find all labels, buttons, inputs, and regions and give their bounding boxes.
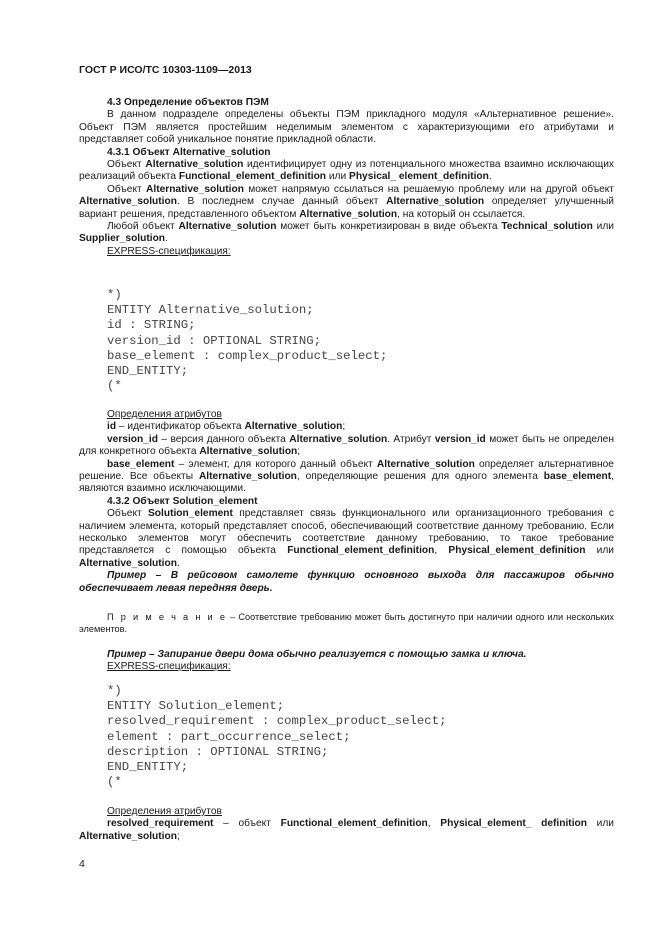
document-header: ГОСТ Р ИСО/ТС 10303-1109—2013: [79, 64, 252, 76]
note-text: – Соответствие требованию может быть достигнуто при наличии одного или нескольких элементов.: [79, 612, 614, 634]
attributes-label: Определения атрибутов: [107, 409, 222, 420]
paragraph: Любой объект Alternative_solution может быть конкретизирован в виде объекта Technical_solution или Supplier_solution.: [79, 221, 614, 245]
attribute-definition: resolved_requirement – объект Functional_element_definition, Physical_element_ definition или Alternative_solution;: [79, 818, 614, 842]
paragraph: Объект Alternative_solution идентифицирует одну из потенциального множества взаимно исключающих реализаций объекта Functional_element_definition или Physical_ element_definition.: [79, 159, 614, 183]
paragraph: Объект Solution_element представляет связь функционального или организационного требования с наличием элемента, который представляет способ, обеспечивающий соответствие данному требованию. Если несколько элементов могут обеспечить соответствие данному требованию, то такое требование представляется с помощью объекта Functional_element_definition, Physical_element_definition или Alternative_solution.: [79, 508, 614, 569]
attributes-1: [79, 409, 614, 595]
express-code: *) ENTITY Solution_element; resolved_requirement : complex_product_select; element : part_occurrence_select; description : OPTIONAL STRING; END_ENTITY; (*: [107, 684, 447, 790]
paragraph: В данном подразделе определены объекты ПЭМ прикладного модуля «Альтернативное решение». Объект ПЭМ является простейшим неделимым элементом с характеризующими его атрибутами и представляет собой уникальное понятие прикладной области.: [79, 109, 614, 146]
attribute-definition: version_id – версия данного объекта Alternative_solution. Атрибут version_id может быть не определен для конкретного объекта Alternative_solution;: [79, 433, 614, 458]
section-title: 4.3 Определение объектов ПЭМ: [107, 97, 269, 108]
note-label: П р и м е ч а н и е: [107, 612, 227, 622]
express-label: EXPRESS-спецификация:: [107, 661, 231, 673]
attributes-2: [79, 806, 614, 843]
express-label: EXPRESS-спецификация:: [107, 245, 231, 257]
example-text: Пример – Запирание двери дома обычно реализуется с помощью замка и ключа.: [107, 649, 527, 660]
paragraph: Объект Alternative_solution может напрямую ссылаться на решаемую проблему или на другой объект Alternative_solution. В последнем случае данный объект Alternative_solution определяет улучшенный вариант решения, представленного объектом Alternative_solution, на который он ссылается.: [79, 183, 614, 220]
example-text: Пример – В рейсовом самолете функцию основного выхода для пассажиров обычно обеспечивает левая передняя дверь.: [79, 570, 614, 594]
section-title: 4.3.2 Объект Solution_element: [107, 495, 258, 507]
note: [79, 612, 614, 635]
page-number: 4: [79, 858, 85, 870]
section-title: 4.3.1 Объект Alternative_solution: [107, 146, 271, 158]
attributes-label: Определения атрибутов: [107, 806, 222, 817]
example-2: [79, 649, 614, 674]
express-code: *) ENTITY Alternative_solution; id : STRING; version_id : OPTIONAL STRING; base_element : complex_product_select; END_ENTITY; (*: [107, 288, 388, 394]
section-4-3: [79, 97, 614, 258]
attribute-definition: id – идентификатор объекта Alternative_solution;: [107, 421, 346, 433]
attribute-definition: base_element – элемент, для которого данный объект Alternative_solution определяет альтернативное решение. Все объекты Alternative_solution, определяющие решения для одного элемента base_element, являются взаимно исключающими.: [79, 458, 614, 495]
